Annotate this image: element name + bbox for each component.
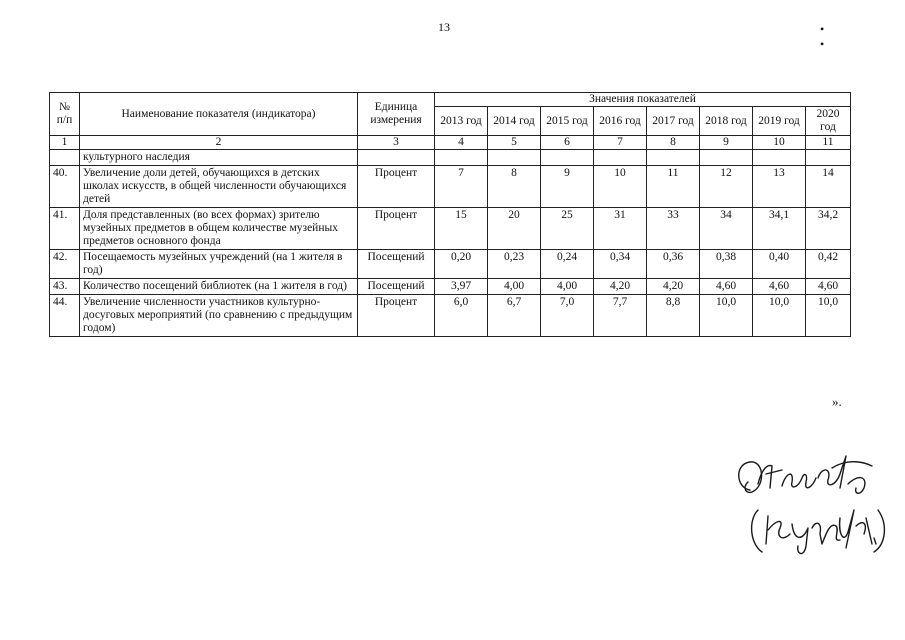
column-index-cell: 8 (647, 136, 700, 150)
column-index-cell: 3 (358, 136, 435, 150)
indicator-name: Увеличение численности участников культурно-досуговых мероприятий (по сравнению с предыдущим годом) (80, 295, 358, 337)
header-year: 2020 год (806, 107, 851, 136)
indicator-value: 0,24 (541, 250, 594, 279)
column-index-cell: 9 (700, 136, 753, 150)
indicator-value: 15 (435, 208, 488, 250)
indicator-value: 10 (594, 166, 647, 208)
indicator-value: 0,38 (700, 250, 753, 279)
indicator-name: Увеличение доли детей, обучающихся в детских школах искусств, в общей численности обучающихся детей (80, 166, 358, 208)
indicator-value: 20 (488, 208, 541, 250)
handwritten-signature (728, 448, 888, 568)
indicator-value: 34 (700, 208, 753, 250)
header-name: Наименование показателя (индикатора) (80, 93, 358, 136)
indicator-value: 6,0 (435, 295, 488, 337)
header-year: 2014 год (488, 107, 541, 136)
indicator-name: Доля представленных (во всех формах) зрителю музейных предметов в общем количестве музейных предметов основного фонда (80, 208, 358, 250)
header-year: 2015 год (541, 107, 594, 136)
header-year: 2018 год (700, 107, 753, 136)
corner-marks: • • (820, 22, 865, 51)
continuation-text: культурного наследия (80, 150, 358, 166)
indicator-value: 6,7 (488, 295, 541, 337)
indicators-table (49, 92, 851, 337)
table-row (50, 279, 851, 295)
table-row (50, 295, 851, 337)
page-number: 13 (438, 20, 450, 34)
header-year: 2017 год (647, 107, 700, 136)
indicator-value: 34,2 (806, 208, 851, 250)
unit-of-measure: Процент (358, 295, 435, 337)
row-number: 42. (50, 250, 80, 279)
indicator-value: 13 (753, 166, 806, 208)
table-row (50, 166, 851, 208)
indicator-value: 4,00 (541, 279, 594, 295)
unit-of-measure: Посещений (358, 279, 435, 295)
unit-of-measure: Процент (358, 166, 435, 208)
row-number: 43. (50, 279, 80, 295)
column-index-cell: 5 (488, 136, 541, 150)
column-index-cell: 7 (594, 136, 647, 150)
header-year: 2016 год (594, 107, 647, 136)
indicator-name: Количество посещений библиотек (на 1 жителя в год) (80, 279, 358, 295)
column-index-cell: 10 (753, 136, 806, 150)
indicator-value: 8,8 (647, 295, 700, 337)
indicator-value: 9 (541, 166, 594, 208)
indicator-value: 10,0 (753, 295, 806, 337)
header-unit: Единица измерения (358, 93, 435, 136)
continuation-row (50, 150, 851, 166)
indicator-value: 14 (806, 166, 851, 208)
indicator-value: 0,23 (488, 250, 541, 279)
indicator-value: 10,0 (806, 295, 851, 337)
header-num: № п/п (50, 93, 80, 136)
indicator-value: 3,97 (435, 279, 488, 295)
continuation-num (50, 150, 80, 166)
indicator-value: 7 (435, 166, 488, 208)
indicator-value: 25 (541, 208, 594, 250)
unit-of-measure: Процент (358, 208, 435, 250)
table-row (50, 208, 851, 250)
closing-mark: ». (832, 394, 842, 409)
indicator-value: 4,20 (647, 279, 700, 295)
column-index-cell: 11 (806, 136, 851, 150)
indicator-value: 4,60 (753, 279, 806, 295)
indicator-value: 7,7 (594, 295, 647, 337)
column-index-cell: 6 (541, 136, 594, 150)
column-index-cell: 2 (80, 136, 358, 150)
header-year: 2013 год (435, 107, 488, 136)
header-values: Значения показателей (435, 93, 851, 107)
column-index-row (50, 136, 851, 150)
column-index-cell: 4 (435, 136, 488, 150)
indicator-value: 34,1 (753, 208, 806, 250)
column-index-cell: 1 (50, 136, 80, 150)
indicator-value: 8 (488, 166, 541, 208)
indicator-value: 4,20 (594, 279, 647, 295)
indicator-value: 4,60 (806, 279, 851, 295)
unit-of-measure: Посещений (358, 250, 435, 279)
indicator-value: 4,00 (488, 279, 541, 295)
indicator-value: 0,40 (753, 250, 806, 279)
indicator-value: 10,0 (700, 295, 753, 337)
row-number: 44. (50, 295, 80, 337)
indicator-name: Посещаемость музейных учреждений (на 1 жителя в год) (80, 250, 358, 279)
indicator-value: 12 (700, 166, 753, 208)
indicator-value: 4,60 (700, 279, 753, 295)
indicator-value: 0,36 (647, 250, 700, 279)
indicator-value: 7,0 (541, 295, 594, 337)
indicator-value: 0,20 (435, 250, 488, 279)
indicator-value: 33 (647, 208, 700, 250)
indicator-value: 0,34 (594, 250, 647, 279)
indicator-value: 0,42 (806, 250, 851, 279)
indicator-value: 11 (647, 166, 700, 208)
indicator-value: 31 (594, 208, 647, 250)
table-row (50, 250, 851, 279)
row-number: 41. (50, 208, 80, 250)
row-number: 40. (50, 166, 80, 208)
header-year: 2019 год (753, 107, 806, 136)
